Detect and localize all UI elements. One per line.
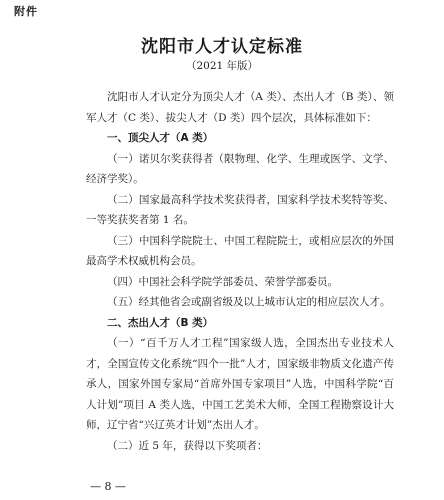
document-body [86,87,394,456]
page-number: — 8 — [90,480,126,493]
section-a-item: （二）国家最高科学技术奖获得者，国家科学技术奖特等奖、一等奖获奖者第 1 名。 [86,193,394,226]
section-a-item: （五）经其他省会或副省级及以上城市认定的相应层次人才。 [107,296,391,308]
edition-label: （2021 年版） [185,60,259,72]
section-heading-b: 二、杰出人才（B 类） [107,316,214,329]
section-a-item: （四）中国社会科学院学部委员、荣誉学部委员。 [107,275,338,288]
section-b-item: （二）近 5 年，获得以下奖项者： [107,439,268,452]
document-title: 沈阳市人才认定标准 [141,37,303,57]
section-a-item: （一）诺贝尔奖获得者（限物理、化学、生理或医学、文学、经济学奖）。 [86,152,394,185]
intro-paragraph: 沈阳市人才认定分为顶尖人才（A 类）、杰出人才（B 类）、领军人才（C 类）、拔尖人才（D 类）四个层次，具体标准如下： [86,91,394,124]
section-a-item: （三）中国科学院院士、中国工程院院士，或相应层次的外国最高学术权威机构会员。 [86,234,394,267]
section-heading-a: 一、顶尖人才（A 类） [107,132,214,144]
section-b-item: （一）“百千万人才工程”国家级人选，全国杰出专业技术人才，全国宣传文化系统“四个一批”人才，国家级非物质文化遗产传承人，国家外国专家局“首席外国专家项目”人选，中国科学院“百人计划”项目 A 类人选，中国工艺美术大师，全国工程勘察设计大师，辽宁省“兴辽英才计划”杰出人才。 [86,337,394,431]
attachment-label: 附件 [14,5,38,18]
